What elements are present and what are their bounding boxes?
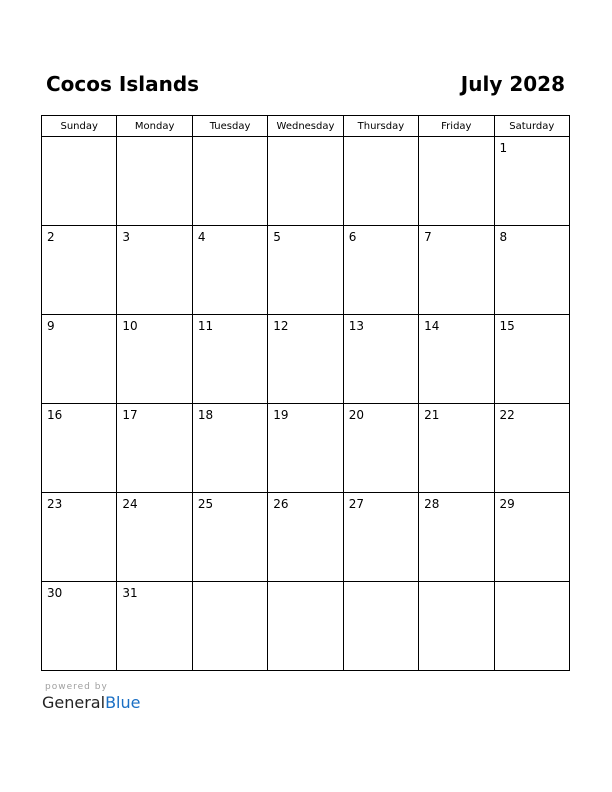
day-number [419,137,493,141]
day-number: 15 [499,319,515,333]
day-cell [494,493,569,582]
weekday-wednesday: Wednesday [268,116,343,137]
day-number: 31 [122,586,138,600]
day-cell [268,582,343,671]
day-cell [268,226,343,315]
day-cell [494,226,569,315]
day-number [344,137,418,141]
day-cell [268,315,343,404]
day-cell [494,137,569,226]
day-number: 12 [273,319,289,333]
day-cell [42,226,117,315]
day-cell [268,493,343,582]
weekday-sunday: Sunday [42,116,117,137]
day-number [268,137,342,141]
day-cell [42,493,117,582]
day-cell [192,582,267,671]
day-number: 4 [197,230,206,244]
week-row [42,226,570,315]
day-cell [343,315,418,404]
day-cell [117,493,192,582]
day-number [117,137,191,141]
day-number: 26 [273,497,289,511]
powered-by-label: powered by [45,682,108,692]
day-cell [343,137,418,226]
day-cell [343,493,418,582]
day-number [495,582,569,586]
day-cell [117,315,192,404]
day-cell [192,226,267,315]
week-row [42,315,570,404]
day-number: 27 [348,497,364,511]
day-cell [343,226,418,315]
day-cell [419,226,494,315]
day-cell [192,315,267,404]
day-number: 7 [424,230,432,244]
day-number: 13 [348,319,364,333]
day-number [193,582,267,586]
day-number [344,582,418,586]
day-number: 3 [122,230,131,244]
day-cell [268,137,343,226]
day-cell [419,582,494,671]
week-row [42,493,570,582]
day-number: 22 [499,408,515,422]
day-cell [268,404,343,493]
day-cell [42,315,117,404]
calendar-grid [41,115,570,671]
day-number: 5 [273,230,281,244]
day-cell [494,315,569,404]
day-number: 1 [499,141,508,155]
day-cell [419,137,494,226]
day-number: 9 [47,319,55,333]
day-cell [117,226,192,315]
day-number: 17 [122,408,138,422]
day-number: 19 [273,408,289,422]
brand-logo-blue: Blue [105,693,141,712]
page-title-month: July 2028 [460,72,565,96]
weekday-friday: Friday [419,116,494,137]
day-number: 11 [197,319,214,333]
brand-logo-general: General [42,693,106,712]
day-number: 2 [47,230,55,244]
day-cell [42,137,117,226]
day-cell [419,315,494,404]
day-cell [42,404,117,493]
day-number: 23 [47,497,63,511]
day-cell [419,404,494,493]
day-number: 20 [348,408,364,422]
day-cell [192,404,267,493]
week-row [42,582,570,671]
day-cell [494,582,569,671]
day-number: 21 [424,408,440,422]
day-cell [42,582,117,671]
day-cell [343,582,418,671]
day-cell [192,137,267,226]
day-number: 28 [424,497,440,511]
day-number: 16 [47,408,63,422]
day-number: 29 [499,497,515,511]
day-number: 24 [122,497,138,511]
weekday-thursday: Thursday [343,116,418,137]
day-number [193,137,267,141]
week-row [42,137,570,226]
weekday-header-row [42,116,570,137]
week-row [42,404,570,493]
day-number: 10 [122,319,138,333]
day-cell [343,404,418,493]
day-cell [419,493,494,582]
day-cell [117,137,192,226]
day-number [42,137,116,141]
weekday-saturday: Saturday [494,116,569,137]
day-cell [494,404,569,493]
day-number: 8 [499,230,508,244]
day-cell [117,582,192,671]
day-number: 30 [47,586,63,600]
day-number: 14 [424,319,440,333]
day-cell [117,404,192,493]
day-number: 18 [197,408,214,422]
day-number [268,582,342,586]
day-cell [192,493,267,582]
page-title-country: Cocos Islands [46,72,200,96]
weekday-tuesday: Tuesday [192,116,267,137]
weekday-monday: Monday [117,116,192,137]
day-number [419,582,493,586]
day-number: 6 [348,230,357,244]
day-number: 25 [197,497,214,511]
brand-logo[interactable] [42,693,140,713]
